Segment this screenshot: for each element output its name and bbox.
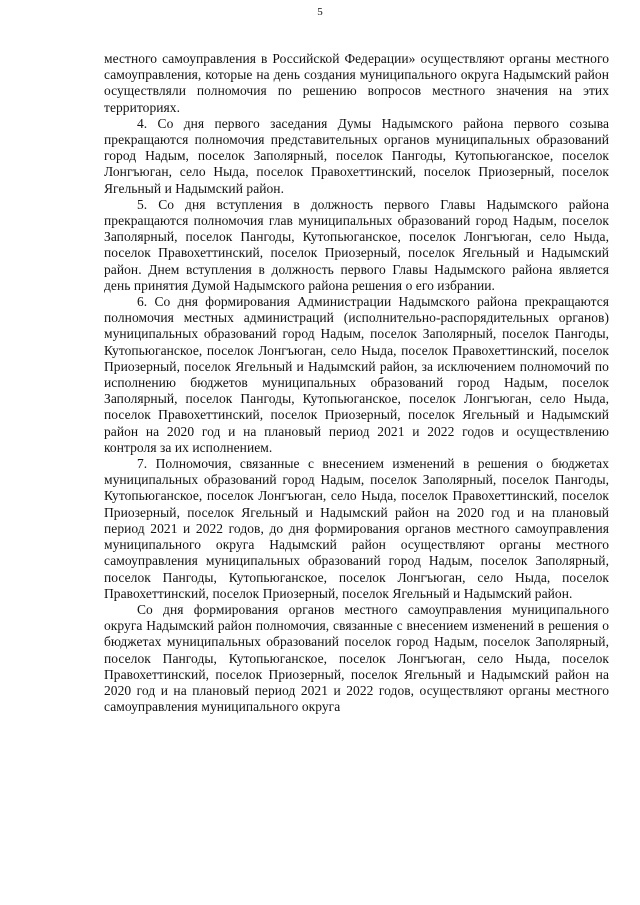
page-number: 5 bbox=[317, 6, 323, 18]
document-body bbox=[104, 51, 609, 715]
paragraph-item-4: 4. Со дня первого заседания Думы Надымского района первого созыва прекращаются полномочия представительных органов муниципальных образований город Надым, поселок Заполярный, поселок Пангоды, Кутопьюганское, поселок Лонгъюган, село Ныда, поселок Правохеттинский, поселок Приозерный, поселок Ягельный и Надымский район. bbox=[104, 115, 609, 196]
paragraph-item-5: 5. Со дня вступления в должность первого Главы Надымского района прекращаются полномочия глав муниципальных образований город Надым, поселок Заполярный, поселок Пангоды, Кутопьюганское, поселок Лонгъюган, село Ныда, поселок Правохеттинский, поселок Приозерный, поселок Ягельный и Надымский район. Днем вступления в должность первого Главы Надымского района является день принятия Думой Надымского района решения о его избрании. bbox=[104, 196, 609, 293]
paragraph-item-7-continued: Со дня формирования органов местного самоуправления муниципального округа Надымский район полномочия, связанные с внесением изменений в решения о бюджетах муниципальных образований поселок город Надым, поселок Заполярный, поселок Пангоды, Кутопьюганское, поселок Лонгъюган, село Ныда, поселок Правохеттинский, поселок Приозерный, поселок Ягельный и Надымский район на 2020 год и на плановый период 2021 и 2022 годов, осуществляют органы местного самоуправления муниципального округа bbox=[104, 601, 609, 715]
paragraph-item-6: 6. Со дня формирования Администрации Надымского района прекращаются полномочия местных администраций (исполнительно-распорядительных органов) муниципальных образований город Надым, поселок Заполярный, поселок Пангоды, Кутопьюганское, поселок Лонгъюган, село Ныда, поселок Правохеттинский, поселок Приозерный, поселок Ягельный и Надымский район, за исключением полномочий по исполнению бюджетов муниципальных образований город Надым, поселок Заполярный, поселок Пангоды, Кутопьюганское, поселок Лонгъюган, село Ныда, поселок Правохеттинский, поселок Приозерный, поселок Ягельный и Надымский район на 2020 год и на плановый период 2021 и 2022 годов и осуществлению контроля за их исполнением. bbox=[104, 294, 609, 455]
paragraph-item-7: 7. Полномочия, связанные с внесением изменений в решения о бюджетах муниципальных образований город Надым, поселок Заполярный, поселок Пангоды, Кутопьюганское, поселок Лонгъюган, село Ныда, поселок Правохеттинский, поселок Приозерный, поселок Ягельный и Надымский район на 2020 год и на плановый период 2021 и 2022 годов, до дня формирования органов местного самоуправления муниципального округа Надымский район осуществляют органы местного самоуправления муниципальных образований город Надым, поселок Заполярный, поселок Пангоды, Кутопьюганское, поселок Лонгъюган, село Ныда, поселок Правохеттинский, поселок Приозерный, поселок Ягельный и Надымский район. bbox=[104, 456, 609, 601]
paragraph-continuation: местного самоуправления в Российской Федерации» осуществляют органы местного самоуправления, которые на день создания муниципального округа Надымский район осуществляли полномочия по решению вопросов местного значения на этих территориях. bbox=[104, 51, 609, 115]
